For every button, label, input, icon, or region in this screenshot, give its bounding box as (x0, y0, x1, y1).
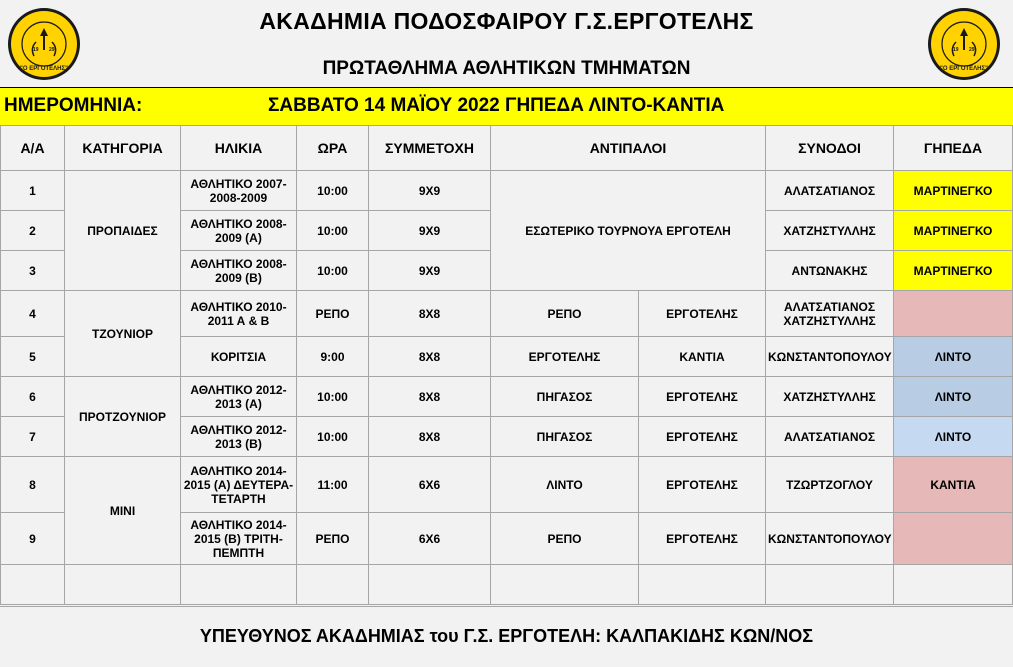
row-number: 4 (1, 291, 65, 337)
table-row (1, 377, 1013, 417)
escort-cell: ΑΝΤΩΝΑΚΗΣ (766, 251, 894, 291)
col-escorts: ΣΥΝΟΔΟΙ (766, 126, 894, 171)
age-cell: ΑΘΛΗΤΙΚΟ 2014-2015 (Β) ΤΡΙΤΗ-ΠΕΜΠΤΗ (181, 513, 297, 565)
row-number: 9 (1, 513, 65, 565)
club-logo (926, 6, 1002, 82)
empty-cell (491, 565, 639, 605)
age-cell: ΑΘΛΗΤΙΚΟ 2008-2009 (Β) (181, 251, 297, 291)
empty-cell (181, 565, 297, 605)
time-cell: 10:00 (297, 171, 369, 211)
age-cell: ΑΘΛΗΤΙΚΟ 2010-2011 Α & Β (181, 291, 297, 337)
time-cell: 10:00 (297, 251, 369, 291)
format-cell: 9Χ9 (369, 171, 491, 211)
col-fields: ΓΗΠΕΔΑ (894, 126, 1013, 171)
age-cell: ΑΘΛΗΤΙΚΟ 2007-2008-2009 (181, 171, 297, 211)
field-cell: ΜΑΡΤΙΝΕΓΚΟ (894, 171, 1013, 211)
opponent-home: ΕΡΓΟΤΕΛΗΣ (491, 337, 639, 377)
opponent-away: ΕΡΓΟΤΕΛΗΣ (639, 457, 766, 513)
escort-cell: ΑΛΑΤΣΑΤΙΑΝΟΣ (766, 417, 894, 457)
age-cell: ΑΘΛΗΤΙΚΟ 2014-2015 (Α) ΔΕΥΤΕΡΑ-ΤΕΤΑΡΤΗ (181, 457, 297, 513)
escort-cell: ΑΛΑΤΣΑΤΙΑΝΟΣ (766, 171, 894, 211)
svg-text:"Ο ΕΡΓΟΤΕΛΗΣ": "Ο ΕΡΓΟΤΕΛΗΣ" (20, 66, 68, 72)
col-aa: Α/Α (1, 126, 65, 171)
opponent-home: ΡΕΠΟ (491, 513, 639, 565)
time-cell: 9:00 (297, 337, 369, 377)
field-cell: ΛΙΝΤΟ (894, 377, 1013, 417)
age-cell: ΑΘΛΗΤΙΚΟ 2012-2013 (Α) (181, 377, 297, 417)
escort-cell: ΧΑΤΖΗΣΤΥΛΛΗΣ (766, 377, 894, 417)
field-cell: ΚΑΝΤΙΑ (894, 457, 1013, 513)
schedule-table (0, 125, 1013, 605)
row-number: 2 (1, 211, 65, 251)
category-cell: ΜΙΝΙ (65, 457, 181, 565)
format-cell: 8Χ8 (369, 417, 491, 457)
col-participation: ΣΥΜΜΕΤΟΧΗ (369, 126, 491, 171)
empty-cell (297, 565, 369, 605)
escort-cell (766, 291, 894, 337)
opponent-home: ΠΗΓΑΣΟΣ (491, 417, 639, 457)
col-category: ΚΑΤΗΓΟΡΙΑ (65, 126, 181, 171)
header (0, 0, 1013, 86)
empty-cell (1, 565, 65, 605)
row-number: 7 (1, 417, 65, 457)
header-row (1, 126, 1013, 171)
opponent-away: ΕΡΓΟΤΕΛΗΣ (639, 291, 766, 337)
escort-name: ΑΛΑΤΣΑΤΙΑΝΟΣ (783, 299, 876, 314)
age-cell: ΑΘΛΗΤΙΚΟ 2008-2009 (Α) (181, 211, 297, 251)
format-cell: 9Χ9 (369, 251, 491, 291)
table-row (1, 457, 1013, 513)
page-subtitle: ΠΡΩΤΑΘΛΗΜΑ ΑΘΛΗΤΙΚΩΝ ΤΜΗΜΑΤΩΝ (322, 58, 691, 79)
svg-text:19: 19 (33, 47, 39, 53)
opponents-cell: ΕΣΩΤΕΡΙΚΟ ΤΟΥΡΝΟΥΑ ΕΡΓΟΤΕΛΗ (491, 171, 766, 291)
row-number: 6 (1, 377, 65, 417)
escort-cell: ΚΩΝΣΤΑΝΤΟΠΟΥΛΟΥ (766, 513, 894, 565)
field-cell (894, 291, 1013, 337)
category-cell: ΠΡΟΠΑΙΔΕΣ (65, 171, 181, 291)
field-cell (894, 513, 1013, 565)
age-cell: ΑΘΛΗΤΙΚΟ 2012-2013 (Β) (181, 417, 297, 457)
col-opponents: ΑΝΤΙΠΑΛΟΙ (491, 126, 766, 171)
field-cell: ΜΑΡΤΙΝΕΓΚΟ (894, 211, 1013, 251)
opponent-away: ΕΡΓΟΤΕΛΗΣ (639, 513, 766, 565)
time-cell: 10:00 (297, 211, 369, 251)
field-cell: ΛΙΝΤΟ (894, 417, 1013, 457)
time-cell: ΡΕΠΟ (297, 291, 369, 337)
time-cell: 10:00 (297, 377, 369, 417)
row-number: 3 (1, 251, 65, 291)
opponent-home: ΡΕΠΟ (491, 291, 639, 337)
row-number: 1 (1, 171, 65, 211)
row-number: 5 (1, 337, 65, 377)
empty-row (1, 565, 1013, 605)
svg-text:29: 29 (49, 47, 55, 53)
row-number: 8 (1, 457, 65, 513)
table-row (1, 171, 1013, 211)
escort-name: ΧΑΤΖΗΣΤΥΛΛΗΣ (783, 313, 876, 328)
svg-text:29: 29 (969, 47, 975, 53)
category-cell: ΤΖΟΥΝΙΟΡ (65, 291, 181, 377)
format-cell: 8Χ8 (369, 337, 491, 377)
footer (0, 606, 1013, 667)
table-row (1, 291, 1013, 337)
time-cell: 11:00 (297, 457, 369, 513)
empty-cell (639, 565, 766, 605)
age-cell: ΚΟΡΙΤΣΙΑ (181, 337, 297, 377)
format-cell: 6Χ6 (369, 457, 491, 513)
escort-cell: ΤΖΩΡΤΖΟΓΛΟΥ (766, 457, 894, 513)
date-band (0, 87, 1013, 126)
category-cell: ΠΡΟΤΖΟΥΝΙΟΡ (65, 377, 181, 457)
date-value: ΣΑΒΒΑΤΟ 14 ΜΑΪΟΥ 2022 ΓΗΠΕΔΑ ΛΙΝΤΟ-ΚΑΝΤΙΑ (268, 95, 725, 116)
field-cell: ΛΙΝΤΟ (894, 337, 1013, 377)
page-title: ΑΚΑΔΗΜΙΑ ΠΟΔΟΣΦΑΙΡΟΥ Γ.Σ.ΕΡΓΟΤΕΛΗΣ (259, 8, 754, 34)
format-cell: 9Χ9 (369, 211, 491, 251)
empty-cell (369, 565, 491, 605)
opponent-home: ΛΙΝΤΟ (491, 457, 639, 513)
empty-cell (894, 565, 1013, 605)
opponent-away: ΚΑΝΤΙΑ (639, 337, 766, 377)
svg-text:19: 19 (953, 47, 959, 53)
opponent-away: ΕΡΓΟΤΕΛΗΣ (639, 417, 766, 457)
time-cell: 10:00 (297, 417, 369, 457)
empty-cell (766, 565, 894, 605)
field-cell: ΜΑΡΤΙΝΕΓΚΟ (894, 251, 1013, 291)
opponent-away: ΕΡΓΟΤΕΛΗΣ (639, 377, 766, 417)
escort-cell: ΧΑΤΖΗΣΤΥΛΛΗΣ (766, 211, 894, 251)
format-cell: 8Χ8 (369, 377, 491, 417)
footer-text: ΥΠΕΥΘΥΝΟΣ ΑΚΑΔΗΜΙΑΣ του Γ.Σ. ΕΡΓΟΤΕΛΗ: ΚΑΛΠΑΚΙΔΗΣ ΚΩΝ/ΝΟΣ (199, 626, 814, 646)
format-cell: 6Χ6 (369, 513, 491, 565)
date-label: ΗΜΕΡΟΜΗΝΙΑ: (4, 95, 143, 116)
empty-cell (65, 565, 181, 605)
svg-text:"Ο ΕΡΓΟΤΕΛΗΣ": "Ο ΕΡΓΟΤΕΛΗΣ" (940, 66, 988, 72)
format-cell: 8Χ8 (369, 291, 491, 337)
opponent-home: ΠΗΓΑΣΟΣ (491, 377, 639, 417)
escort-cell: ΚΩΝΣΤΑΝΤΟΠΟΥΛΟΥ (766, 337, 894, 377)
col-time: ΩΡΑ (297, 126, 369, 171)
time-cell: ΡΕΠΟ (297, 513, 369, 565)
col-age: ΗΛΙΚΙΑ (181, 126, 297, 171)
